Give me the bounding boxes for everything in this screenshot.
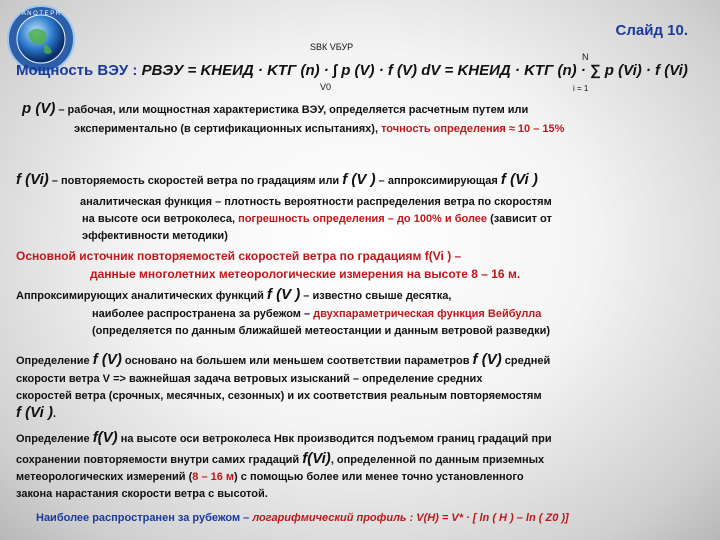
text-line: скорости ветра V => важнейшая задача ветровых изысканий – определение средних <box>16 373 483 385</box>
logo-text: A N O T E P R <box>21 11 61 17</box>
text-line: Определение f (V) основано на большем или меньшем соответствии параметров f (V) средней <box>16 351 551 368</box>
formula-label: Мощность ВЭУ : <box>16 62 138 79</box>
sum-lower-limit: i = 1 <box>573 84 589 93</box>
power-formula <box>16 62 688 79</box>
text-line: данные многолетних метеорологические измерения на высоте 8 – 16 м. <box>90 267 521 281</box>
text-line: эффективности методики) <box>82 230 228 242</box>
integral-upper-limit: SВК VБУР <box>310 42 354 52</box>
text-line: Определение f(V) на высоте оси ветроколеса Hвк производится подъемом границ градаций при <box>16 429 552 446</box>
text-line: f (Vi ). <box>16 404 56 421</box>
text-line: p (V) – рабочая, или мощностная характеристика ВЭУ, определяется расчетным путем или <box>22 100 529 117</box>
text-line: на высоте оси ветроколеса, погрешность определения – до 100% и более (зависит от <box>82 213 552 225</box>
text-line: экспериментально (в сертификационных испытаниях), точность определения ≈ 10 – 15% <box>74 123 565 135</box>
slide-number: Слайд 10. <box>615 22 688 39</box>
text-line: скоростей ветра (срочных, месячных, сезонных) и их соответствия реальным повторяемостям <box>16 390 542 402</box>
text-line: Наиболее распространен за рубежом – логарифмический профиль : V(H) = V* · [ ln ( H ) – ln ( Z0 )] <box>36 512 569 524</box>
text-line: f (Vi) – повторяемость скоростей ветра по градациям или f (V ) – аппроксимирующая f (Vi ) <box>16 171 538 188</box>
text-line: аналитическая функция – плотность вероятности распределения ветра по скоростям <box>80 196 552 208</box>
text-line: (определяется по данным ближайшей метеостанции и данным ветровой разведки) <box>92 325 551 337</box>
text-line: метеорологических измерений (8 – 16 м) с помощью более или менее точно установленного <box>16 471 524 483</box>
text-line: закона нарастания скорости ветра с высотой. <box>16 488 268 500</box>
text-line: сохранении повторяемости внутри самих градаций f(Vi), определенной по данным приземных <box>16 450 545 467</box>
text-line: Основной источник повторяемостей скоростей ветра по градациям f(Vi ) – <box>16 249 462 263</box>
formula-expression: PВЭУ = KНЕИД · KТГ (n) · ∫ p (V) · f (V) dV = KНЕИД · KТГ (n) · ∑ p (Vi) · f (Vi) <box>141 62 688 79</box>
sum-upper-limit: N <box>582 52 589 62</box>
integral-lower-limit: V0 <box>320 82 332 92</box>
text-line: наиболее распространена за рубежом – двухпараметрическая функция Вейбулла <box>92 308 542 320</box>
text-line: Аппроксимирующих аналитических функций f (V ) – известно свыше десятка, <box>16 286 452 303</box>
